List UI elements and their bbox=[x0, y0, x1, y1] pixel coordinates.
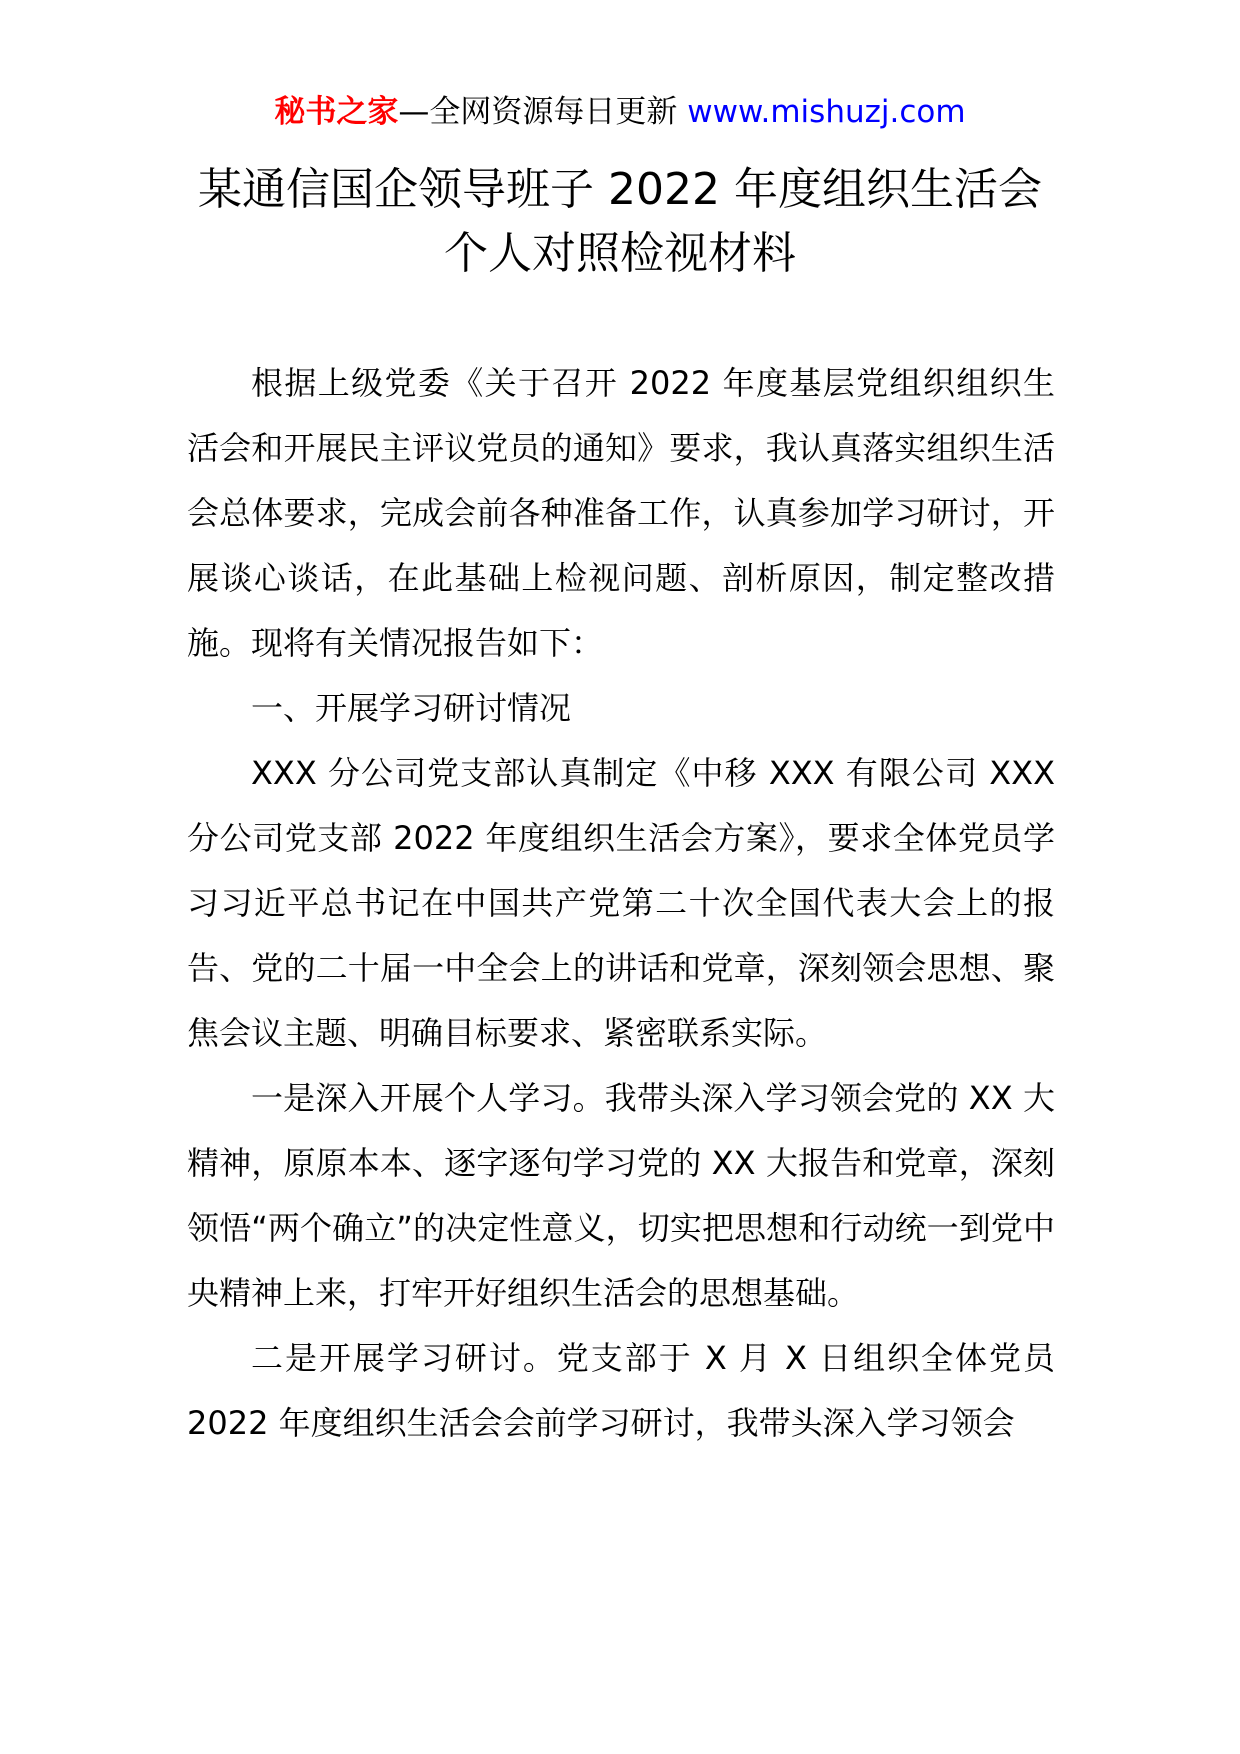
header-tagline: —全网资源每日更新 bbox=[398, 94, 678, 130]
paragraph-personal-study: 一是深入开展个人学习。我带头深入学习领会党的 XX 大精神，原原本本、逐字逐句学习党的 XX 大报告和党章，深刻领悟“两个确立”的决定性意义，切实把思想和行动统一到党中央精神上来，打牢开好组织生活会的思想基础。 bbox=[187, 1079, 1055, 1312]
document-body bbox=[187, 351, 1055, 1456]
brand-name: 秘书之家 bbox=[274, 94, 399, 130]
section-heading-1: 一、开展学习研讨情况 bbox=[251, 689, 572, 727]
paragraph-study-discussion: 二是开展学习研讨。党支部于 X 月 X 日组织全体党员 2022 年度组织生活会会前学习研讨，我带头深入学习领会 bbox=[187, 1339, 1055, 1442]
site-header bbox=[0, 92, 1240, 132]
title-line-1: 某通信国企领导班子 2022 年度组织生活会 bbox=[198, 164, 1042, 215]
paragraph-intro: 根据上级党委《关于召开 2022 年度基层党组织组织生活会和开展民主评议党员的通知》要求，我认真落实组织生活会总体要求，完成会前各种准备工作，认真参加学习研讨，开展谈心谈话，在此基础上检视问题、剖析原因，制定整改措施。现将有关情况报告如下： bbox=[187, 364, 1055, 662]
document-title bbox=[0, 158, 1240, 286]
paragraph-branch-plan: XXX 分公司党支部认真制定《中移 XXX 有限公司 XXX 分公司党支部 2022 年度组织生活会方案》，要求全体党员学习习近平总书记在中国共产党第二十次全国代表大会上的报告、党的二十届一中全会上的讲话和党章，深刻领会思想、聚焦会议主题、明确目标要求、紧密联系实际。 bbox=[187, 754, 1055, 1052]
title-line-2: 个人对照检视材料 bbox=[444, 228, 796, 279]
site-url-link[interactable]: www.mishuzj.com bbox=[687, 94, 966, 130]
